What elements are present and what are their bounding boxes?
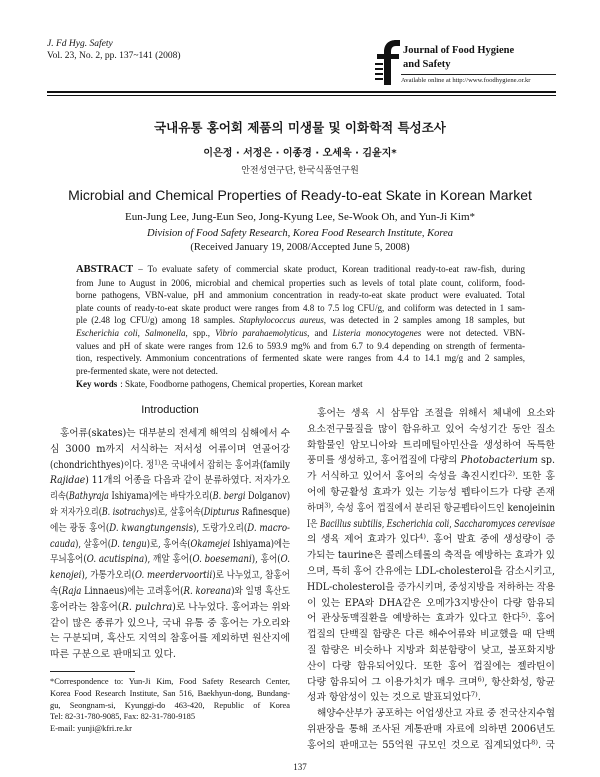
abstract-line [76, 277, 525, 290]
text-run: Dolganov) [245, 491, 291, 503]
keywords-line [76, 378, 525, 391]
text-run: , and [307, 327, 333, 338]
intro-left-line [50, 600, 290, 616]
italic-term: O. boesemani [192, 554, 252, 566]
text-run: E-mail: yunji@kfri.re.kr [50, 724, 132, 734]
intro-left-line [50, 442, 290, 458]
text-run: )와 일명 흑산도 [231, 585, 290, 597]
italic-term: R. koreana [183, 585, 232, 597]
text-run: gu, Seongnam-si, Kyunggi-do 463-420, Republic of Korea [50, 700, 290, 710]
intro-right-line [307, 548, 555, 564]
english-title-text: Microbial and Chemical Properties of Ready-to-eat Skate in Korean Market [68, 187, 532, 203]
abstract-line [76, 302, 525, 315]
text-run: )로, 살홍어속( [154, 506, 204, 518]
korean-title [40, 120, 560, 136]
dates-text: (Received January 19, 2008/Accepted June 5, 2008) [190, 242, 410, 253]
italic-term: Listeria monocytogenes [332, 327, 422, 338]
text-run: Ishiyama)에는 [230, 538, 291, 550]
text-run: Ishiyama)에는 바닥가오리( [108, 491, 213, 503]
text-run: , spp., [185, 327, 216, 338]
italic-term: Saccharomyces cerevisae [454, 518, 555, 530]
journal-name-line-1: Journal of Food Hygiene [403, 45, 515, 56]
journal-citation [47, 38, 180, 62]
abstract-line [76, 263, 525, 277]
reference-superscript: 5) [521, 612, 528, 621]
intro-left-line [50, 458, 290, 474]
text-run: pre-fermented skate, were not detected. [76, 365, 218, 376]
journal-abbreviation: J. Fd Hyg. Safety [47, 39, 113, 49]
text-run: ), 홍어( [251, 554, 281, 566]
abstract-line [76, 365, 525, 378]
text-run: 의 생육 제어 효과가 있다 [307, 534, 420, 546]
text-run: . 국 [537, 739, 556, 751]
text-run: 껍질의 단백질 함량은 다른 해수어류와 비교했을 때 단백 [307, 629, 555, 641]
english-authors-text: Eun-Jung Lee, Jung-Eun Seo, Jong-Kyung Lee, Se-Wook Oh, and Yun-Ji Kim* [124, 211, 476, 223]
korean-title-text: 국내유통 홍어회 제품의 미생물 및 이화학적 특성조사 [154, 120, 446, 135]
intro-right-paragraph [307, 706, 555, 753]
text-run: ) 11개의 어종을 다음과 같이 분류하였다. 저자가오 [85, 475, 291, 487]
intro-right-line [307, 422, 555, 438]
intro-left-line [50, 616, 290, 632]
keywords-text: : Skate, Foodborne pathogens, Chemical properties, Korean market [120, 379, 363, 389]
intro-left-line [50, 505, 290, 521]
intro-right-line [307, 517, 555, 533]
intro-right-line [307, 469, 555, 485]
italic-term: Vibrio parahaemolyticus [215, 327, 308, 338]
italic-term: Staphylococcus aureus [239, 315, 324, 326]
footnote-line [50, 700, 290, 712]
intro-left-line [50, 426, 290, 442]
text-run: Rafinesque) [239, 506, 291, 518]
text-run: (chondrichthyes)이다. 정 [50, 459, 155, 471]
abstract-line [76, 340, 525, 353]
italic-term: D. kwangtungensis [109, 522, 194, 534]
text-run: 속( [50, 585, 62, 597]
english-affiliation-text: Division of Food Safety Research, Korea Food Research Institute, Korea [146, 228, 454, 239]
text-run: )로, 홍어속( [146, 538, 191, 550]
abstract-line [76, 314, 525, 327]
text-run: 다량 함유되어 그 이용가치가 매우 크며 [307, 676, 478, 688]
text-run: from June to August in 2006, microbial and chemical properties such as levels of total plate count, coliform, food- [76, 277, 525, 288]
text-run: , [449, 518, 455, 530]
text-run: *Correspondence to: Yun-Ji Kim, Food Safety Research Center, [50, 677, 290, 686]
abstract-block [76, 263, 525, 377]
italic-term: Raja [61, 585, 82, 597]
italic-term: Bacillus subtilis [319, 518, 382, 530]
reference-superscript: 7) [470, 691, 478, 700]
text-run: 어에 항균활성 효과가 있는 기능성 펩타이드가 다량 존재 [307, 486, 555, 498]
logo-divider [401, 74, 556, 75]
italic-term: Salmonella [145, 327, 186, 338]
reference-superscript: 8) [531, 738, 538, 747]
text-run: , [381, 518, 387, 530]
text-run: I은 [307, 518, 320, 530]
text-run: HDL-cholesterol을 증가시키며, 중성지방을 저하하는 작용 [307, 581, 556, 593]
text-run: values and pH of skate were ranges from 12.6 to 593.9 mg% and from 6.7 to 9.4 depending on strength of fermenta- [76, 340, 526, 351]
intro-left-line [50, 489, 290, 505]
english-affiliation [40, 227, 560, 240]
italic-term: O. acutispina [86, 554, 145, 566]
italic-term: Photobacterium [460, 455, 538, 467]
text-run: 풍미를 생성하고, 홍어껍질에 다량의 [307, 455, 461, 467]
intro-right-line [307, 738, 555, 754]
korean-authors-text: 이은정 · 서정은 · 이종경 · 오세욱 · 김윤지* [203, 148, 397, 159]
text-run: 는 구분되며, 흑산도 지역의 참홍어를 제외하면 원산지에 [50, 633, 290, 645]
footnote-line [50, 723, 290, 735]
reference-superscript: 2) [508, 469, 515, 478]
correspondence-footnote [50, 676, 290, 735]
italic-term: O. meerdervoortii [135, 570, 213, 582]
intro-left-line [50, 537, 290, 553]
korean-affiliation-text: 안전성연구단, 한국식품연구원 [241, 165, 359, 175]
intro-right-line [307, 453, 555, 469]
text-run: 에는 광동 홍어( [50, 522, 110, 534]
intro-right-line [307, 406, 555, 422]
italic-term: R. pulchra [121, 601, 173, 613]
italic-term: Rajidae [50, 475, 86, 487]
text-run: Tel: 82-31-780-9085, Fax: 82-31-780-9185 [50, 712, 196, 722]
journal-name-line-2: and Safety [403, 59, 451, 70]
text-run: . 홍어 발효 중에 생성량이 증 [425, 534, 555, 546]
reference-superscript: 4) [419, 533, 426, 542]
intro-right-line [307, 627, 555, 643]
intro-left-line [50, 584, 290, 600]
text-run: 무늬홍어( [50, 554, 87, 566]
italic-term: cauda [50, 538, 76, 550]
intro-right-line [307, 501, 555, 517]
text-run: Korea Food Research Institute, San 516, Baekhyun-dong, Bundang- [50, 688, 290, 698]
italic-term: Escherichia coli [76, 327, 138, 338]
footnote-line [50, 676, 290, 688]
intro-right-line [307, 643, 555, 659]
italic-term: B. bergi [212, 491, 246, 503]
intro-left-line [50, 568, 290, 584]
abstract-line [76, 289, 525, 302]
intro-right-line [307, 611, 555, 627]
page-number: 137 [293, 762, 307, 772]
intro-left-line [50, 647, 290, 663]
journal-url-text: Available online at http://www.foodhygiene.or.kr [401, 77, 531, 84]
text-run: Linnaeus)에는 고려홍어( [81, 585, 184, 597]
intro-right-line [307, 438, 555, 454]
journal-online-address [401, 77, 556, 85]
journal-volume-pages: Vol. 23, No. 2, pp. 137~141 (2008) [47, 51, 181, 61]
intro-right-line [307, 485, 555, 501]
text-run: 이 있는 EPA와 DHA같은 오메가3지방산이 다량 함유되 [307, 597, 555, 609]
header-divider-thin [47, 95, 556, 96]
intro-left-line [50, 521, 290, 537]
text-run: borne pathogens, VBN-value, pH and ammonium concentration in ready-to-eat skate product were evaluated. Total [76, 290, 525, 301]
header-divider [47, 91, 556, 93]
reference-superscript: 1) [154, 458, 161, 467]
body-right-column [307, 406, 555, 754]
text-run: 홍어의 판매고는 55억원 규모인 것으로 집계되었다 [307, 739, 532, 751]
text-run: )로 나누었다. 홍어과는 위와 [172, 601, 290, 613]
footnote-divider [50, 671, 135, 672]
bold-label: ABSTRACT [76, 264, 134, 275]
intro-right-line [307, 675, 555, 691]
body-left-column [50, 426, 290, 663]
text-run: ), 도랑가오리( [193, 522, 248, 534]
text-run: , 숙성 홍어 껍질에서 분리된 항균펩타이드인 kenojeinin [330, 502, 555, 514]
text-run: 따른 구분으로 판매되고 있다. [50, 649, 177, 661]
text-run: plate counts of ready-to-eat skate product were ranges from 4.8 to 7.5 log CFU/g, and coliform was detected in 1 sam- [76, 302, 526, 313]
italic-term: Okamejei [190, 538, 231, 550]
reference-superscript: 3) [324, 501, 331, 510]
intro-right-line [307, 659, 555, 675]
text-run: 성과 항암성이 있는 것으로 발표되었다 [307, 692, 471, 704]
received-accepted-dates [40, 241, 560, 254]
text-run: )로 나누었고, 참홍어 [212, 570, 291, 582]
text-run: 홍어류(skates)는 대부분의 전세계 해역의 심해에서 수 [60, 428, 290, 439]
intro-right-line [307, 564, 555, 580]
text-run: – To evaluate safety of commercial skate product, Korean traditional ready-to-eat raw-fish, during [133, 264, 525, 274]
intro-left-line [50, 552, 290, 568]
italic-term: Dipturus [203, 506, 240, 518]
korean-authors [40, 147, 560, 160]
italic-term: B. isotrachys [101, 506, 155, 518]
italic-term: O. [280, 554, 291, 566]
text-run: 홍어는 생육 시 삼투압 조절을 위해서 체내에 요소와 [317, 408, 555, 419]
text-run: , was detected in 2 samples among 18 samples, but [323, 315, 525, 326]
italic-term: kenojei [50, 570, 82, 582]
text-run: 가 서식하고 있어서 홍어의 숙성을 촉진시킨다 [307, 471, 509, 483]
text-run: ), 가통가오리( [81, 570, 136, 582]
intro-right-line [307, 596, 555, 612]
english-title [50, 187, 550, 204]
intro-right-line [307, 532, 555, 548]
text-run: 은 국내에서 잡히는 홍어과(family [160, 459, 290, 471]
intro-right-line [307, 690, 555, 706]
journal-logo-icon [375, 38, 401, 86]
text-run: ), 살홍어( [75, 538, 111, 550]
english-authors [40, 211, 560, 224]
intro-left-paragraph [50, 426, 290, 663]
italic-term: Escherichia coli [386, 518, 450, 530]
abstract-line [76, 327, 525, 340]
text-run: 와 저자가오리( [50, 506, 102, 518]
text-run: 하며 [307, 502, 325, 514]
footnote-line [50, 711, 290, 723]
text-run: 심 3000 m까지 서식하는 저서성 어류이며 연골어강 [50, 443, 290, 455]
intro-left-line [50, 631, 290, 647]
text-run: 가되는 taurine은 콜레스테롤의 축적을 예방하는 효과가 있 [307, 550, 555, 562]
abstract-line [76, 352, 525, 365]
text-run: 홍어라는 참홍어( [50, 601, 122, 613]
text-run: . 또한 홍 [514, 471, 555, 483]
intro-right-paragraph [307, 406, 555, 706]
text-run: tion, respectively. Ammonium concentrations of fermented skate were ranges from 4.4 to 14.1 mg/g and 2 samples, [76, 353, 525, 364]
text-run: ), 깨알 홍어( [144, 554, 193, 566]
text-run: sp. [537, 455, 555, 467]
text-run: ple (2.48 log CFU/g) among 18 samples. [76, 315, 240, 326]
text-run: 리속( [50, 491, 69, 503]
reference-superscript: 6) [477, 675, 485, 684]
italic-term: Bathyraja [68, 491, 109, 503]
text-run: 으며, 특히 홍어 간유에는 LDL-cholesterol을 감소시키고, [307, 565, 556, 577]
section-heading-introduction: Introduction [141, 404, 199, 416]
text-run: , 항산화성, 항균 [484, 676, 555, 688]
keywords-label: Key words [76, 379, 118, 389]
intro-left-line [50, 473, 290, 489]
footnote-line [50, 688, 290, 700]
intro-right-line [307, 722, 555, 738]
text-run: 산이 다량 함유되어있다. 또한 홍어 껍질에는 젤라틴이 [307, 660, 555, 672]
text-run: 질 함량은 비슷하나 지방과 회분함량이 낮고, 불포화지방 [307, 644, 555, 656]
text-run: 해양수산부가 공포하는 어업생산고 자료 중 전국산지수협 [317, 708, 555, 720]
intro-right-line [307, 706, 555, 722]
intro-right-line [307, 580, 555, 596]
text-run: 같이 많은 종류가 있으나, 국내 유통 중 홍어는 가오리와 [50, 617, 290, 629]
text-run: 위판장을 통해 조사된 계통판매 자료에 의하면 2006년도 [307, 723, 555, 735]
text-run: 어 관상동맥질환을 예방하는 효과가 있다고 한다 [307, 613, 522, 625]
text-run: , [137, 327, 146, 338]
italic-term: D. tengu [110, 538, 147, 550]
korean-affiliation [40, 164, 560, 176]
text-run: were not detected. VBN- [421, 327, 525, 338]
italic-term: D. macro- [247, 522, 290, 534]
text-run: 화합물인 암모니아와 트리메틸아민산을 생성하여 독특한 [307, 439, 555, 451]
text-run: . 홍어 [527, 613, 555, 625]
text-run: 요소전구물질을 많이 함유하고 있어 숙성기간 동안 질소 [307, 423, 555, 435]
text-run: . [477, 692, 481, 704]
